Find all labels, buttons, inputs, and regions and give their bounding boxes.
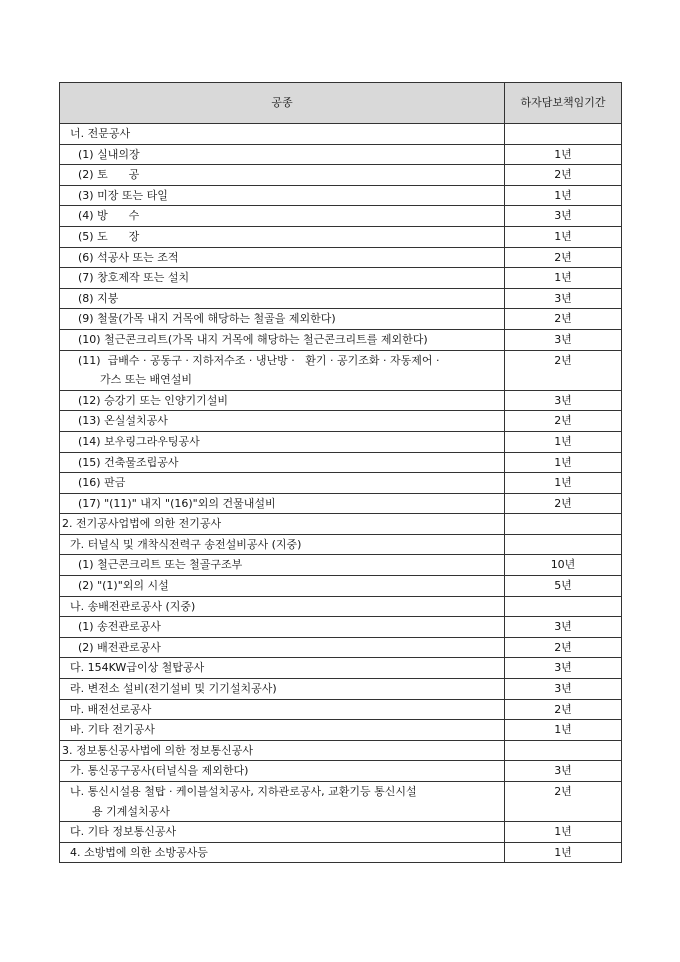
- work-type-text: (11) 급배수 · 공동구 · 지하저수조 · 냉난방 · 환기 · 공기조화 · 자동제어 ·: [78, 353, 440, 367]
- work-type-text: (9) 철물(가목 내지 거목에 해당하는 철골을 제외한다): [78, 312, 336, 326]
- work-type-cell: [60, 329, 505, 350]
- work-type-cell: [60, 617, 505, 638]
- table-row: [60, 740, 622, 761]
- work-type-text: (1) 실내의장: [78, 147, 140, 161]
- warranty-period-cell: 3년: [505, 329, 622, 350]
- work-type-text: 3. 정보통신공사법에 의한 정보통신공사: [62, 743, 253, 757]
- warranty-period-cell: 1년: [505, 226, 622, 247]
- warranty-period-cell: 3년: [505, 617, 622, 638]
- table-row: [60, 576, 622, 597]
- table-row: [60, 842, 622, 863]
- work-type-text: (1) 송전관로공사: [78, 620, 161, 634]
- table-row: [60, 822, 622, 843]
- warranty-period-cell: 2년: [505, 350, 622, 390]
- warranty-period-cell: 2년: [505, 411, 622, 432]
- work-type-cell: [60, 144, 505, 165]
- work-type-cell: [60, 124, 505, 145]
- warranty-period-cell: 3년: [505, 679, 622, 700]
- table-row: [60, 452, 622, 473]
- work-type-cell: [60, 720, 505, 741]
- work-type-text: (2) 배전관로공사: [78, 640, 161, 654]
- warranty-period-cell: 1년: [505, 720, 622, 741]
- table-row: [60, 679, 622, 700]
- table-row: [60, 658, 622, 679]
- warranty-period-cell: 1년: [505, 822, 622, 843]
- work-type-cell: [60, 699, 505, 720]
- work-type-text: (12) 승강기 또는 인양기기설비: [78, 393, 228, 407]
- table-row: [60, 534, 622, 555]
- table-row: [60, 247, 622, 268]
- table-row: [60, 309, 622, 330]
- warranty-period-cell: 2년: [505, 637, 622, 658]
- table-row: [60, 350, 622, 390]
- warranty-period-cell: 2년: [505, 247, 622, 268]
- work-type-text: 2. 전기공사업법에 의한 전기공사: [62, 517, 222, 531]
- work-type-cell: [60, 555, 505, 576]
- warranty-period-cell: 3년: [505, 288, 622, 309]
- work-type-cell: [60, 658, 505, 679]
- work-type-text: 다. 기타 정보통신공사: [70, 825, 177, 839]
- work-type-cell: [60, 514, 505, 535]
- work-type-cell: [60, 782, 505, 822]
- work-type-text: 가. 터널식 및 개착식전력구 송전설비공사 (지중): [70, 537, 302, 551]
- work-type-text: (2) "(1)"외의 시설: [78, 579, 169, 593]
- table-row: [60, 596, 622, 617]
- warranty-period-cell: 3년: [505, 390, 622, 411]
- work-type-cell: [60, 350, 505, 390]
- work-type-text: (16) 판금: [78, 476, 126, 490]
- table-row: [60, 493, 622, 514]
- work-type-cell: [60, 740, 505, 761]
- table-row: [60, 473, 622, 494]
- work-type-cell: [60, 390, 505, 411]
- work-type-text: (3) 미장 또는 타일: [78, 188, 168, 202]
- warranty-period-cell: 2년: [505, 782, 622, 822]
- table-row: [60, 637, 622, 658]
- work-type-text: (14) 보우링그라우팅공사: [78, 434, 200, 448]
- work-type-text: (4) 방 수: [78, 209, 140, 223]
- table-row: [60, 782, 622, 822]
- work-type-text: (8) 지붕: [78, 291, 119, 305]
- work-type-cell: [60, 268, 505, 289]
- work-type-text: 너. 전문공사: [70, 127, 131, 140]
- warranty-period-cell: 2년: [505, 493, 622, 514]
- work-type-text: (10) 철근콘크리트(가목 내지 거목에 해당하는 철근콘크리트를 제외한다): [78, 332, 428, 346]
- work-type-cell: [60, 493, 505, 514]
- warranty-period-cell: [505, 514, 622, 535]
- work-type-cell: [60, 309, 505, 330]
- table-row: [60, 617, 622, 638]
- warranty-period-cell: [505, 740, 622, 761]
- warranty-period-cell: 1년: [505, 144, 622, 165]
- work-type-cell: [60, 288, 505, 309]
- work-type-cell: [60, 842, 505, 863]
- table-header-row: [60, 83, 622, 124]
- warranty-period-cell: 3년: [505, 658, 622, 679]
- table-row: [60, 431, 622, 452]
- table-row: [60, 144, 622, 165]
- warranty-period-cell: 1년: [505, 452, 622, 473]
- table-row: [60, 329, 622, 350]
- work-type-cell: [60, 226, 505, 247]
- work-type-text: (13) 온실설치공사: [78, 414, 168, 428]
- warranty-period-cell: 2년: [505, 165, 622, 186]
- work-type-cell: [60, 473, 505, 494]
- warranty-period-cell: 10년: [505, 555, 622, 576]
- warranty-period-cell: 3년: [505, 206, 622, 227]
- work-type-cell: [60, 679, 505, 700]
- work-type-text-continued: 가스 또는 배연설비: [100, 373, 193, 387]
- table-row: [60, 555, 622, 576]
- table-row: [60, 699, 622, 720]
- table-row: [60, 226, 622, 247]
- work-type-text: 라. 변전소 설비(전기설비 및 기기설치공사): [70, 682, 277, 696]
- warranty-period-cell: 1년: [505, 473, 622, 494]
- work-type-text: (17) "(11)" 내지 "(16)"외의 건물내설비: [78, 496, 276, 510]
- work-type-cell: [60, 761, 505, 782]
- table-row: [60, 720, 622, 741]
- work-type-text: 나. 통신시설용 철탑 · 케이블설치공사, 지하관로공사, 교환기등 통신시설: [70, 785, 417, 798]
- work-type-text: 가. 통신공구공사(터널식을 제외한다): [70, 764, 249, 778]
- work-type-cell: [60, 185, 505, 206]
- work-type-text: (2) 토 공: [78, 168, 140, 182]
- table-row: [60, 514, 622, 535]
- work-type-cell: [60, 431, 505, 452]
- work-type-text: 바. 기타 전기공사: [70, 723, 155, 737]
- table-row: [60, 411, 622, 432]
- table-row: [60, 390, 622, 411]
- warranty-period-table: [59, 82, 622, 863]
- warranty-period-cell: [505, 534, 622, 555]
- table-row: [60, 124, 622, 145]
- work-type-cell: [60, 534, 505, 555]
- work-type-cell: [60, 206, 505, 227]
- work-type-cell: [60, 822, 505, 843]
- warranty-period-cell: [505, 124, 622, 145]
- work-type-text: (15) 건축물조립공사: [78, 455, 179, 469]
- work-type-text: 나. 송배전관로공사 (지중): [70, 599, 196, 613]
- work-type-text: (7) 창호제작 또는 설치: [78, 271, 190, 285]
- table-row: [60, 185, 622, 206]
- table-row: [60, 288, 622, 309]
- work-type-text: (6) 석공사 또는 조적: [78, 250, 179, 264]
- work-type-text: 마. 배전선로공사: [70, 702, 152, 716]
- work-type-cell: [60, 637, 505, 658]
- table-row: [60, 206, 622, 227]
- warranty-period-cell: 1년: [505, 268, 622, 289]
- work-type-cell: [60, 411, 505, 432]
- warranty-period-cell: 5년: [505, 576, 622, 597]
- work-type-cell: [60, 247, 505, 268]
- warranty-period-cell: 2년: [505, 699, 622, 720]
- work-type-text: (1) 철근콘크리트 또는 철골구조부: [78, 558, 243, 572]
- work-type-text: (5) 도 장: [78, 229, 140, 243]
- warranty-period-cell: 1년: [505, 842, 622, 863]
- table-row: [60, 761, 622, 782]
- table-body: [60, 124, 622, 863]
- header-warranty-period: 하자담보책임기간: [505, 83, 622, 124]
- header-work-type: 공종: [60, 83, 505, 124]
- table-row: [60, 165, 622, 186]
- work-type-text: 다. 154KW급이상 철탑공사: [70, 661, 205, 675]
- warranty-period-cell: 2년: [505, 309, 622, 330]
- table-row: [60, 268, 622, 289]
- warranty-period-cell: 3년: [505, 761, 622, 782]
- warranty-period-cell: 1년: [505, 185, 622, 206]
- work-type-text-continued: 용 기계설치공사: [92, 804, 170, 818]
- work-type-cell: [60, 576, 505, 597]
- work-type-text: 4. 소방법에 의한 소방공사등: [70, 845, 208, 859]
- work-type-cell: [60, 452, 505, 473]
- warranty-period-cell: 1년: [505, 431, 622, 452]
- work-type-cell: [60, 596, 505, 617]
- warranty-period-cell: [505, 596, 622, 617]
- work-type-cell: [60, 165, 505, 186]
